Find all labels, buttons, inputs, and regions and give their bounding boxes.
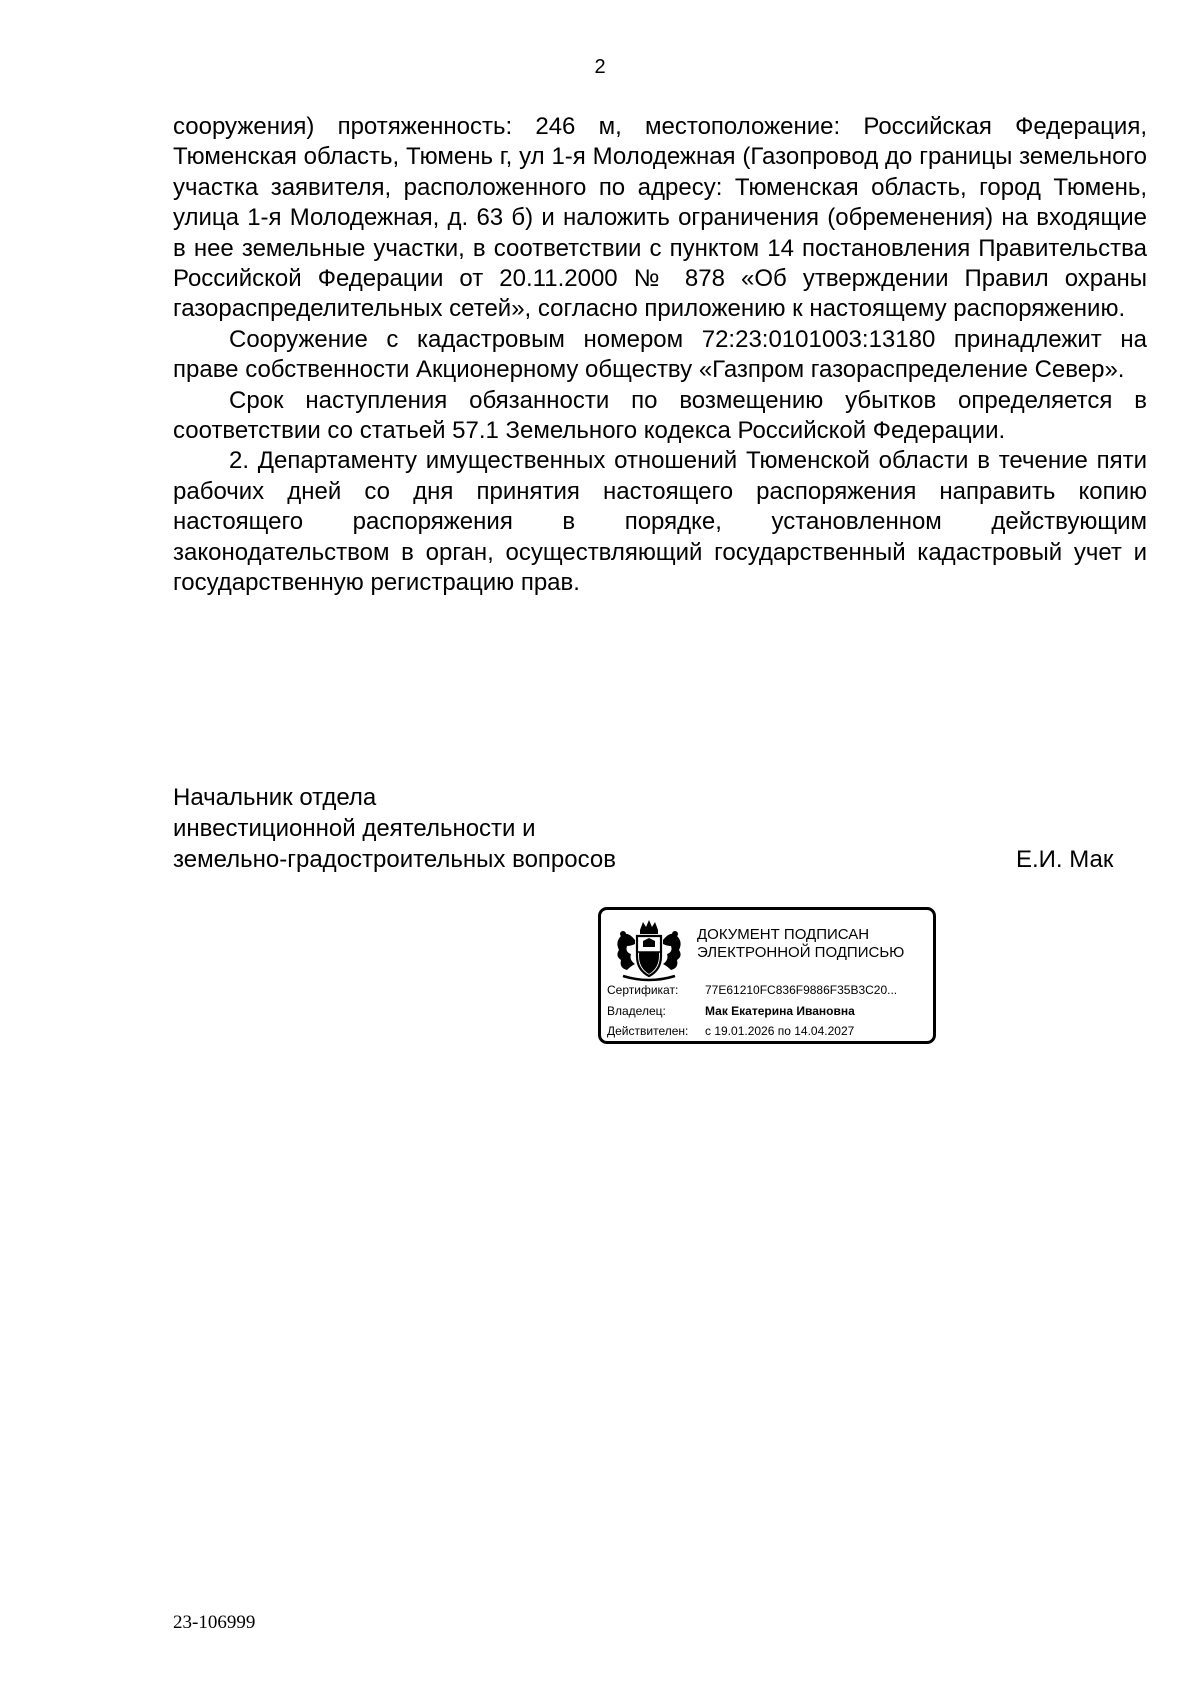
paragraph-compensation: Срок наступления обязанности по возмещению убытков определяется в соответствии со статьей 57.1 Земельного кодекса Российской Федерации. <box>173 386 1147 445</box>
certificate-value: 77E61210FC836F9886F35B3C20... <box>705 983 898 997</box>
stamp-validity-row <box>607 1024 854 1038</box>
stamp-heading-line1: ДОКУМЕНТ ПОДПИСАН <box>697 926 870 943</box>
signer-title-line: инвестиционной деятельности и <box>173 815 536 842</box>
certificate-label: Сертификат: <box>607 983 679 997</box>
stamp-heading <box>697 926 904 962</box>
signer-title-line: земельно-градостроительных вопросов <box>173 846 616 873</box>
stamp-certificate-row <box>607 983 897 997</box>
document-body <box>173 112 1147 599</box>
paragraph-continuation: сооружения) протяженность: 246 м, местоположение: Российская Федерация, Тюменская область, Тюмень г, ул 1-я Молодежная (Газопровод до границы земельного участка заявителя, расположенного по адресу: Тюменская область, город Тюмень, улица 1-я Молодежная, д. 63 б) и наложить ограничения (обременения) на входящие в нее земельные участки, в соответствии с пунктом 14 постановления Правительства Российской Федерации от 20.11.2000 № 878 «Об утверждении Правил охраны газораспределительных сетей», согласно приложению к настоящему распоряжению. <box>173 113 1147 323</box>
signer-name: Е.И. Мак <box>1016 846 1114 873</box>
stamp-heading-line2: ЭЛЕКТРОННОЙ ПОДПИСЬЮ <box>697 944 905 961</box>
owner-value: Мак Екатерина Ивановна <box>705 1004 855 1018</box>
document-code: 23-106999 <box>173 1612 256 1633</box>
owner-label: Владелец: <box>607 1004 666 1018</box>
signer-title-line: Начальник отдела <box>173 784 377 811</box>
electronic-signature-stamp <box>598 907 936 1044</box>
paragraph-instruction: 2. Департаменту имущественных отношений Тюменской области в течение пяти рабочих дней со дня принятия настоящего распоряжения направить копию настоящего распоряжения в порядке, установленном действующим законодательством в орган, осуществляющий государственный кадастровый учет и государственную регистрацию прав. <box>173 447 1147 597</box>
coat-of-arms-emblem-icon <box>609 916 689 988</box>
valid-label: Действителен: <box>607 1024 689 1038</box>
page-number: 2 <box>594 56 606 78</box>
paragraph-ownership: Сооружение с кадастровым номером 72:23:0101003:13180 принадлежит на праве собственности Акционерному обществу «Газпром газораспределение Север». <box>173 325 1147 384</box>
stamp-owner-row <box>607 1004 855 1018</box>
valid-value: с 19.01.2026 по 14.04.2027 <box>705 1024 855 1038</box>
signer-title <box>173 782 616 875</box>
